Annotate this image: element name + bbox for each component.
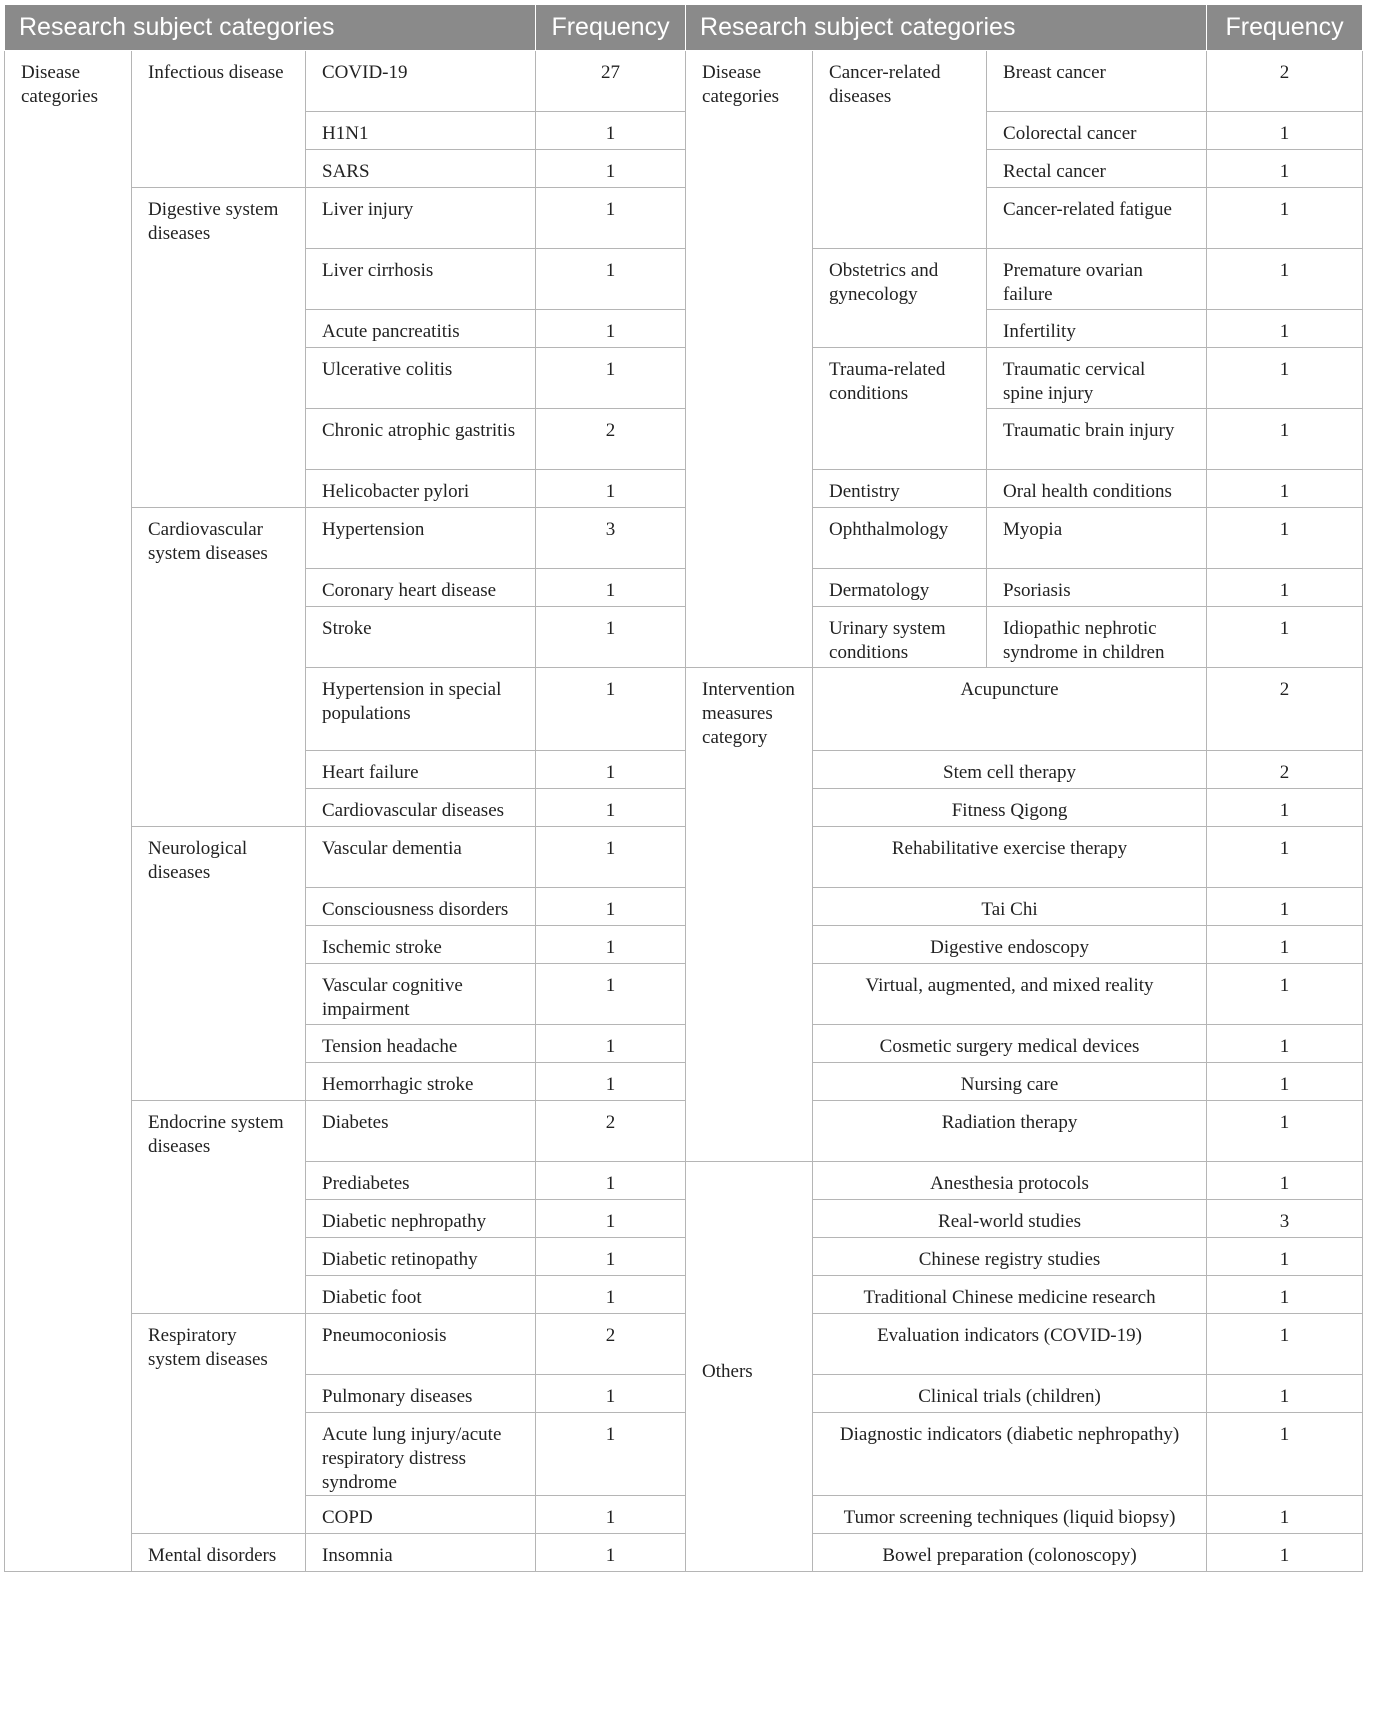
frequency-cell: 1 xyxy=(1207,470,1363,508)
frequency-cell: 1 xyxy=(1207,789,1363,827)
frequency-cell: 1 xyxy=(1207,1413,1363,1496)
frequency-cell: 1 xyxy=(1207,1276,1363,1314)
subject-cell: Liver injury xyxy=(306,188,536,249)
frequency-cell: 1 xyxy=(536,188,686,249)
subject-cell: Stroke xyxy=(306,607,536,668)
frequency-cell: 2 xyxy=(1207,668,1363,751)
frequency-cell: 1 xyxy=(536,569,686,607)
frequency-cell: 1 xyxy=(536,310,686,348)
frequency-cell: 3 xyxy=(1207,1200,1363,1238)
frequency-cell: 1 xyxy=(536,1238,686,1276)
header-research-subject-categories-left: Research subject categories xyxy=(5,5,536,51)
intervention-cell: Virtual, augmented, and mixed reality xyxy=(813,964,1207,1025)
frequency-cell: 1 xyxy=(1207,926,1363,964)
intervention-cell: Acupuncture xyxy=(813,668,1207,751)
research-categories-table-container xyxy=(4,4,1362,1572)
subject-cell: Rectal cancer xyxy=(987,150,1207,188)
subject-cell: Diabetic nephropathy xyxy=(306,1200,536,1238)
frequency-cell: 1 xyxy=(536,1200,686,1238)
subject-cell: Ischemic stroke xyxy=(306,926,536,964)
header-frequency-left: Frequency xyxy=(536,5,686,51)
table-row xyxy=(5,1314,1363,1375)
frequency-cell: 1 xyxy=(1207,112,1363,150)
frequency-cell: 1 xyxy=(536,964,686,1025)
frequency-cell: 1 xyxy=(536,827,686,888)
frequency-cell: 1 xyxy=(1207,569,1363,607)
subject-cell: SARS xyxy=(306,150,536,188)
frequency-cell: 1 xyxy=(536,607,686,668)
frequency-cell: 3 xyxy=(536,508,686,569)
subject-cell: Diabetic retinopathy xyxy=(306,1238,536,1276)
category-others: Others xyxy=(686,1162,813,1572)
subcategory-cell: Obstetrics and gynecology xyxy=(813,249,987,348)
subcategory-cell: Dentistry xyxy=(813,470,987,508)
subject-cell: Chronic atrophic gastritis xyxy=(306,409,536,470)
others-item-cell: Traditional Chinese medicine research xyxy=(813,1276,1207,1314)
others-item-cell: Clinical trials (children) xyxy=(813,1375,1207,1413)
subject-cell: Prediabetes xyxy=(306,1162,536,1200)
subject-cell: Vascular dementia xyxy=(306,827,536,888)
frequency-cell: 1 xyxy=(536,1534,686,1572)
subject-cell: Acute pancreatitis xyxy=(306,310,536,348)
frequency-cell: 27 xyxy=(536,51,686,112)
frequency-cell: 1 xyxy=(536,150,686,188)
frequency-cell: 1 xyxy=(1207,1534,1363,1572)
subject-cell: Traumatic cervical spine injury xyxy=(987,348,1207,409)
subcategory-cell: Mental disorders xyxy=(132,1534,306,1572)
subject-cell: Coronary heart disease xyxy=(306,569,536,607)
frequency-cell: 1 xyxy=(1207,249,1363,310)
subcategory-cell: Respiratory system diseases xyxy=(132,1314,306,1534)
subject-cell: Helicobacter pylori xyxy=(306,470,536,508)
frequency-cell: 1 xyxy=(1207,348,1363,409)
subject-cell: Breast cancer xyxy=(987,51,1207,112)
others-item-cell: Diagnostic indicators (diabetic nephropathy) xyxy=(813,1413,1207,1496)
intervention-cell: Tai Chi xyxy=(813,888,1207,926)
frequency-cell: 1 xyxy=(1207,310,1363,348)
frequency-cell: 1 xyxy=(1207,607,1363,668)
subject-cell: Diabetes xyxy=(306,1101,536,1162)
frequency-cell: 1 xyxy=(1207,1063,1363,1101)
subject-cell: Vascular cognitive impairment xyxy=(306,964,536,1025)
frequency-cell: 1 xyxy=(1207,1314,1363,1375)
others-item-cell: Evaluation indicators (COVID-19) xyxy=(813,1314,1207,1375)
subject-cell: Colorectal cancer xyxy=(987,112,1207,150)
subcategory-cell: Neurological diseases xyxy=(132,827,306,1101)
table-header-row xyxy=(5,5,1363,51)
intervention-cell: Fitness Qigong xyxy=(813,789,1207,827)
frequency-cell: 1 xyxy=(1207,409,1363,470)
subcategory-cell: Ophthalmology xyxy=(813,508,987,569)
subject-cell: Myopia xyxy=(987,508,1207,569)
frequency-cell: 1 xyxy=(536,1063,686,1101)
subject-cell: Hypertension in special populations xyxy=(306,668,536,751)
subject-cell: Premature ovarian failure xyxy=(987,249,1207,310)
subcategory-cell: Urinary system conditions xyxy=(813,607,987,668)
subject-cell: Consciousness disorders xyxy=(306,888,536,926)
subject-cell: Tension headache xyxy=(306,1025,536,1063)
table-row xyxy=(5,827,1363,888)
intervention-cell: Cosmetic surgery medical devices xyxy=(813,1025,1207,1063)
frequency-cell: 1 xyxy=(536,249,686,310)
frequency-cell: 1 xyxy=(536,1375,686,1413)
frequency-cell: 1 xyxy=(1207,1025,1363,1063)
frequency-cell: 1 xyxy=(536,751,686,789)
others-item-cell: Real-world studies xyxy=(813,1200,1207,1238)
frequency-cell: 2 xyxy=(1207,51,1363,112)
frequency-cell: 1 xyxy=(536,348,686,409)
subject-cell: Pneumoconiosis xyxy=(306,1314,536,1375)
frequency-cell: 1 xyxy=(536,1496,686,1534)
subject-cell: Pulmonary diseases xyxy=(306,1375,536,1413)
subject-cell: Heart failure xyxy=(306,751,536,789)
table-row xyxy=(5,508,1363,569)
subject-cell: Oral health conditions xyxy=(987,470,1207,508)
frequency-cell: 1 xyxy=(1207,827,1363,888)
subject-cell: Liver cirrhosis xyxy=(306,249,536,310)
subject-cell: Ulcerative colitis xyxy=(306,348,536,409)
category-intervention-measures: Intervention measures category xyxy=(686,668,813,1162)
header-research-subject-categories-right: Research subject categories xyxy=(686,5,1207,51)
frequency-cell: 1 xyxy=(536,668,686,751)
subcategory-cell: Cancer-related diseases xyxy=(813,51,987,249)
frequency-cell: 2 xyxy=(536,1314,686,1375)
frequency-cell: 1 xyxy=(1207,1238,1363,1276)
subject-cell: Hemorrhagic stroke xyxy=(306,1063,536,1101)
subject-cell: Psoriasis xyxy=(987,569,1207,607)
frequency-cell: 2 xyxy=(1207,751,1363,789)
frequency-cell: 2 xyxy=(536,1101,686,1162)
frequency-cell: 1 xyxy=(1207,964,1363,1025)
subject-cell: Cardiovascular diseases xyxy=(306,789,536,827)
table-body xyxy=(5,51,1363,1572)
subject-cell: Hypertension xyxy=(306,508,536,569)
subject-cell: Idiopathic nephrotic syndrome in children xyxy=(987,607,1207,668)
intervention-cell: Digestive endoscopy xyxy=(813,926,1207,964)
others-item-cell: Bowel preparation (colonoscopy) xyxy=(813,1534,1207,1572)
research-categories-table xyxy=(4,4,1363,1572)
others-item-cell: Chinese registry studies xyxy=(813,1238,1207,1276)
subcategory-cell: Digestive system diseases xyxy=(132,188,306,508)
frequency-cell: 1 xyxy=(1207,508,1363,569)
frequency-cell: 1 xyxy=(1207,1496,1363,1534)
frequency-cell: 1 xyxy=(536,1276,686,1314)
subject-cell: Cancer-related fatigue xyxy=(987,188,1207,249)
frequency-cell: 1 xyxy=(536,789,686,827)
header-frequency-right: Frequency xyxy=(1207,5,1363,51)
frequency-cell: 1 xyxy=(536,888,686,926)
frequency-cell: 1 xyxy=(1207,188,1363,249)
subject-cell: Diabetic foot xyxy=(306,1276,536,1314)
frequency-cell: 1 xyxy=(536,1025,686,1063)
subject-cell: Traumatic brain injury xyxy=(987,409,1207,470)
subject-cell: Insomnia xyxy=(306,1534,536,1572)
frequency-cell: 1 xyxy=(536,112,686,150)
frequency-cell: 1 xyxy=(1207,888,1363,926)
others-item-cell: Tumor screening techniques (liquid biopsy) xyxy=(813,1496,1207,1534)
subject-cell: Acute lung injury/acute respiratory distress syndrome xyxy=(306,1413,536,1496)
subject-cell: Infertility xyxy=(987,310,1207,348)
frequency-cell: 1 xyxy=(1207,1101,1363,1162)
category-disease-categories-right: Disease categories xyxy=(686,51,813,668)
frequency-cell: 1 xyxy=(536,1162,686,1200)
subject-cell: COVID-19 xyxy=(306,51,536,112)
frequency-cell: 2 xyxy=(536,409,686,470)
table-row xyxy=(5,188,1363,249)
subject-cell: H1N1 xyxy=(306,112,536,150)
intervention-cell: Stem cell therapy xyxy=(813,751,1207,789)
subcategory-cell: Infectious disease xyxy=(132,51,306,188)
category-disease-categories-left: Disease categories xyxy=(5,51,132,1572)
frequency-cell: 1 xyxy=(536,926,686,964)
intervention-cell: Nursing care xyxy=(813,1063,1207,1101)
subcategory-cell: Endocrine system diseases xyxy=(132,1101,306,1314)
subcategory-cell: Trauma-related conditions xyxy=(813,348,987,470)
table-row xyxy=(5,51,1363,112)
intervention-cell: Radiation therapy xyxy=(813,1101,1207,1162)
frequency-cell: 1 xyxy=(1207,1162,1363,1200)
subcategory-cell: Cardiovascular system diseases xyxy=(132,508,306,827)
others-item-cell: Anesthesia protocols xyxy=(813,1162,1207,1200)
intervention-cell: Rehabilitative exercise therapy xyxy=(813,827,1207,888)
frequency-cell: 1 xyxy=(1207,1375,1363,1413)
table-row xyxy=(5,1101,1363,1162)
frequency-cell: 1 xyxy=(536,1413,686,1496)
table-row xyxy=(5,1534,1363,1572)
frequency-cell: 1 xyxy=(1207,150,1363,188)
subcategory-cell: Dermatology xyxy=(813,569,987,607)
subject-cell: COPD xyxy=(306,1496,536,1534)
frequency-cell: 1 xyxy=(536,470,686,508)
